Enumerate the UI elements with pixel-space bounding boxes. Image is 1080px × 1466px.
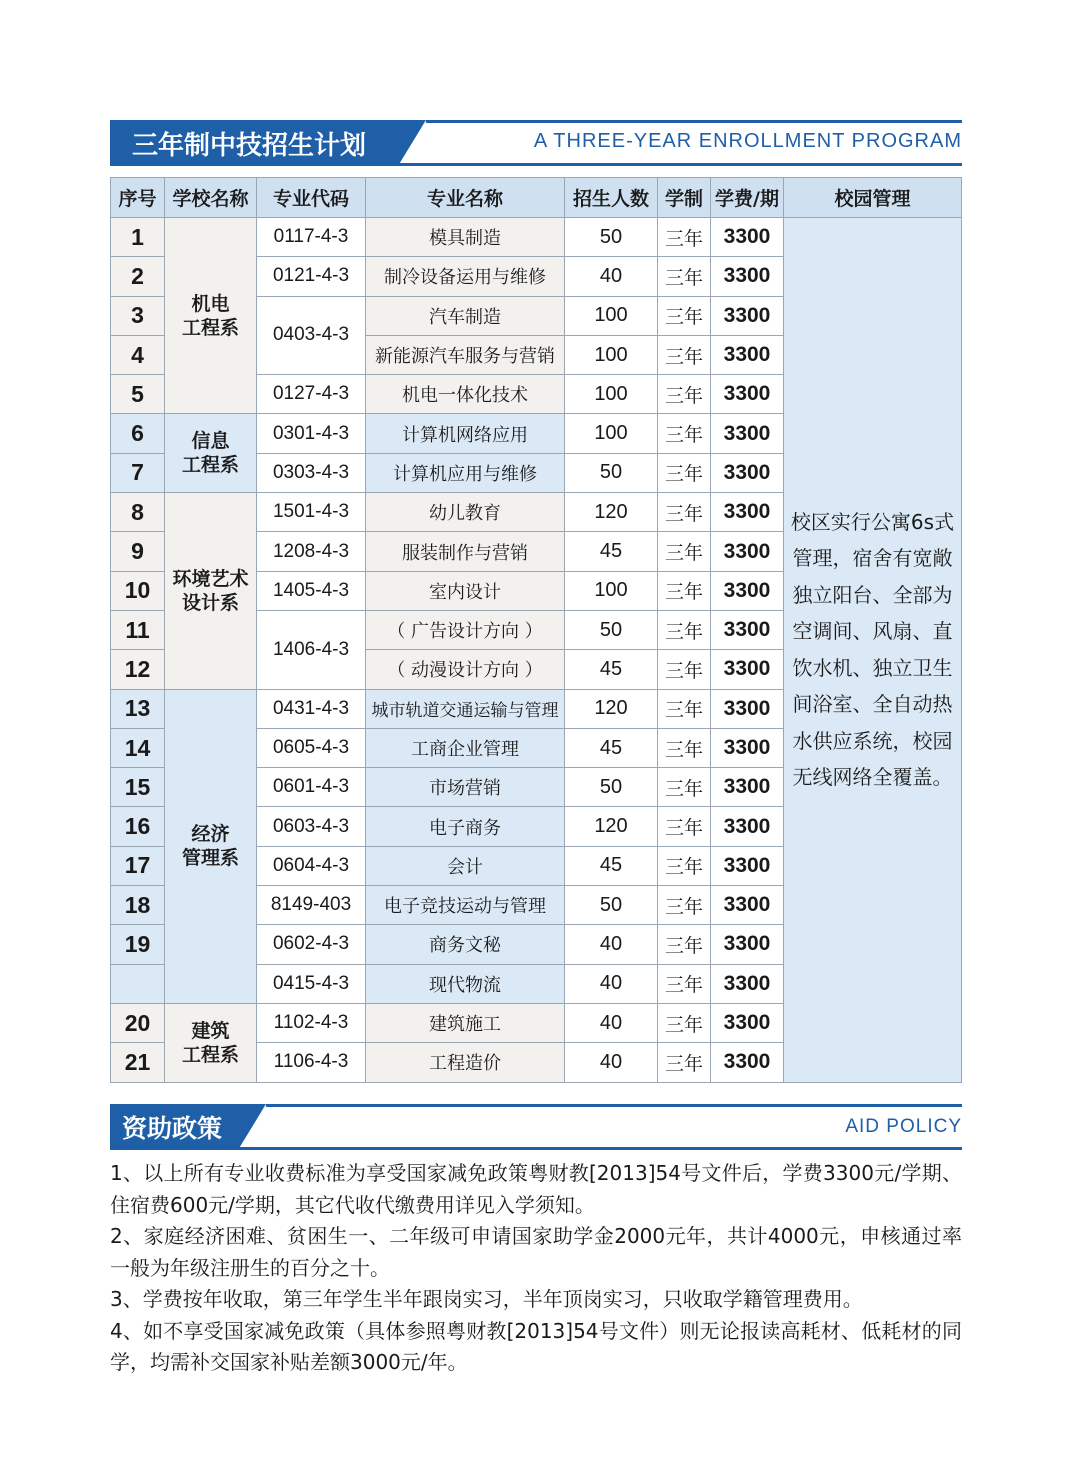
header-fee: 学费/期: [711, 178, 784, 218]
row-count: 50: [565, 610, 658, 649]
row-no: 5: [111, 375, 165, 414]
row-code: 0415-4-3: [257, 964, 366, 1003]
row-code: 1102-4-3: [257, 1003, 366, 1042]
row-major: 模具制造: [366, 218, 565, 257]
row-code: 1208-4-3: [257, 532, 366, 571]
header-campus: 校园管理: [784, 178, 962, 218]
dept-cell: [165, 689, 257, 1003]
row-count: 45: [565, 532, 658, 571]
row-fee: 3300: [711, 296, 784, 335]
row-fee: 3300: [711, 257, 784, 296]
row-fee: 3300: [711, 1003, 784, 1042]
enrollment-title-en: A THREE-YEAR ENROLLMENT PROGRAM: [533, 130, 962, 152]
row-no: 6: [111, 414, 165, 453]
row-system: 三年: [658, 571, 711, 610]
row-no: 18: [111, 886, 165, 925]
row-major: 新能源汽车服务与营销: [366, 335, 565, 374]
row-fee: 3300: [711, 1043, 784, 1082]
row-count: 100: [565, 414, 658, 453]
row-major: 现代物流: [366, 964, 565, 1003]
row-system: 三年: [658, 1003, 711, 1042]
dept-cell: [165, 218, 257, 414]
row-count: 40: [565, 257, 658, 296]
row-system: 三年: [658, 218, 711, 257]
row-count: 120: [565, 689, 658, 728]
header-school: 学校名称: [165, 178, 257, 218]
row-fee: 3300: [711, 886, 784, 925]
row-no: 20: [111, 1003, 165, 1042]
row-code: 0127-4-3: [257, 375, 366, 414]
row-no: 21: [111, 1043, 165, 1082]
row-major: （ 动漫设计方向 ）: [366, 650, 565, 689]
row-major: 电子竞技运动与管理: [366, 886, 565, 925]
policy-item: 4、如不享受国家减免政策（具体参照粤财教[2013]54号文件）则无论报读高耗材、低耗材的同学，均需补交国家补贴差额3000元/年。: [110, 1318, 962, 1374]
campus-management: 校区实行公寓6s式管理，宿舍有宽敞独立阳台、全部为空调间、风扇、直饮水机、独立卫生间浴室、全自动热水供应系统，校园无线网络全覆盖。: [784, 218, 962, 1083]
row-code: 0604-4-3: [257, 846, 366, 885]
row-major: 工商企业管理: [366, 728, 565, 767]
aid-policy-text: [110, 1158, 962, 1379]
row-code: 0431-4-3: [257, 689, 366, 728]
row-code: 0303-4-3: [257, 453, 366, 492]
dept-cell: [165, 1003, 257, 1082]
row-fee: 3300: [711, 807, 784, 846]
header-no: 序号: [111, 178, 165, 218]
row-code: 1406-4-3: [257, 610, 366, 689]
row-fee: 3300: [711, 414, 784, 453]
row-fee: 3300: [711, 689, 784, 728]
row-code: 0601-4-3: [257, 768, 366, 807]
dept-label: 建筑 工程系: [181, 1019, 239, 1066]
row-system: 三年: [658, 886, 711, 925]
enrollment-banner: [110, 120, 962, 166]
row-fee: 3300: [711, 493, 784, 532]
dept-label: 经济 管理系: [181, 823, 239, 870]
row-fee: 3300: [711, 925, 784, 964]
banner-top-line: [426, 120, 962, 123]
row-count: 50: [565, 886, 658, 925]
row-system: 三年: [658, 807, 711, 846]
policy-item: 2、家庭经济困难、贫困生一、二年级可申请国家助学金2000元年，共计4000元，申核通过率一般为年级注册生的百分之十。: [110, 1224, 962, 1280]
row-count: 40: [565, 925, 658, 964]
row-system: 三年: [658, 532, 711, 571]
row-major: 市场营销: [366, 768, 565, 807]
row-count: 100: [565, 296, 658, 335]
row-no: 16: [111, 807, 165, 846]
aid-title: 资助政策: [110, 1104, 238, 1150]
row-no: 12: [111, 650, 165, 689]
row-system: 三年: [658, 375, 711, 414]
row-code: 1405-4-3: [257, 571, 366, 610]
row-count: 40: [565, 964, 658, 1003]
row-system: 三年: [658, 768, 711, 807]
table-header-row: [111, 178, 962, 218]
row-count: 100: [565, 375, 658, 414]
row-system: 三年: [658, 964, 711, 1003]
enrollment-title: 三年制中技招生计划: [110, 120, 398, 166]
header-major: 专业名称: [366, 178, 565, 218]
row-code: 1106-4-3: [257, 1043, 366, 1082]
row-major: 计算机网络应用: [366, 414, 565, 453]
aid-banner: [110, 1104, 962, 1150]
row-no: 10: [111, 571, 165, 610]
dept-cell: [165, 414, 257, 493]
row-fee: 3300: [711, 768, 784, 807]
row-fee: 3300: [711, 453, 784, 492]
table-row: [111, 218, 962, 257]
row-major: 幼儿教育: [366, 493, 565, 532]
row-count: 50: [565, 768, 658, 807]
row-no: 14: [111, 728, 165, 767]
row-no: 19: [111, 925, 165, 964]
row-system: 三年: [658, 335, 711, 374]
row-fee: 3300: [711, 610, 784, 649]
row-no: 17: [111, 846, 165, 885]
row-count: 45: [565, 728, 658, 767]
policy-item: 1、以上所有专业收费标准为享受国家减免政策粤财教[2013]54号文件后，学费3300元/学期、住宿费600元/学期，其它代收代缴费用详见入学须知。: [110, 1161, 962, 1217]
row-no: 8: [111, 493, 165, 532]
row-major: 工程造价: [366, 1043, 565, 1082]
row-count: 120: [565, 493, 658, 532]
row-major: 汽车制造: [366, 296, 565, 335]
enrollment-table: [110, 177, 962, 1083]
dept-cell: [165, 493, 257, 689]
row-no: 15: [111, 768, 165, 807]
row-count: 100: [565, 571, 658, 610]
row-count: 45: [565, 846, 658, 885]
row-fee: 3300: [711, 375, 784, 414]
row-system: 三年: [658, 925, 711, 964]
row-no: 9: [111, 532, 165, 571]
row-count: 40: [565, 1003, 658, 1042]
row-major: 城市轨道交通运输与管理: [366, 689, 565, 728]
row-no: [111, 964, 165, 1003]
row-no: 1: [111, 218, 165, 257]
row-major: 机电一体化技术: [366, 375, 565, 414]
row-no: 13: [111, 689, 165, 728]
banner-top-line: [266, 1104, 962, 1107]
row-no: 4: [111, 335, 165, 374]
dept-label: 信息 工程系: [181, 430, 239, 477]
row-fee: 3300: [711, 218, 784, 257]
row-no: 3: [111, 296, 165, 335]
row-major: 电子商务: [366, 807, 565, 846]
row-major: 会计: [366, 846, 565, 885]
aid-title-en: AID POLICY: [845, 1116, 962, 1137]
banner-bottom-line: [110, 1147, 962, 1150]
row-count: 45: [565, 650, 658, 689]
row-major: 制冷设备运用与维修: [366, 257, 565, 296]
row-code: 0605-4-3: [257, 728, 366, 767]
row-major: 计算机应用与维修: [366, 453, 565, 492]
row-major: 服装制作与营销: [366, 532, 565, 571]
row-code: 0603-4-3: [257, 807, 366, 846]
row-system: 三年: [658, 689, 711, 728]
row-count: 50: [565, 453, 658, 492]
row-code: 0602-4-3: [257, 925, 366, 964]
row-fee: 3300: [711, 532, 784, 571]
header-system: 学制: [658, 178, 711, 218]
row-system: 三年: [658, 493, 711, 532]
row-no: 7: [111, 453, 165, 492]
row-code: 0117-4-3: [257, 218, 366, 257]
row-no: 2: [111, 257, 165, 296]
policy-item: 3、学费按年收取，第三年学生半年跟岗实习，半年顶岗实习，只收取学籍管理费用。: [110, 1287, 863, 1311]
row-code: 0121-4-3: [257, 257, 366, 296]
row-system: 三年: [658, 728, 711, 767]
row-system: 三年: [658, 1043, 711, 1082]
row-system: 三年: [658, 257, 711, 296]
row-system: 三年: [658, 846, 711, 885]
row-code: 8149-403: [257, 886, 366, 925]
row-fee: 3300: [711, 571, 784, 610]
row-system: 三年: [658, 414, 711, 453]
row-system: 三年: [658, 650, 711, 689]
row-system: 三年: [658, 453, 711, 492]
header-code: 专业代码: [257, 178, 366, 218]
row-code: 0301-4-3: [257, 414, 366, 453]
row-fee: 3300: [711, 964, 784, 1003]
banner-bottom-line: [110, 163, 962, 166]
row-count: 120: [565, 807, 658, 846]
row-fee: 3300: [711, 846, 784, 885]
row-major: 室内设计: [366, 571, 565, 610]
row-fee: 3300: [711, 335, 784, 374]
row-major: （ 广告设计方向 ）: [366, 610, 565, 649]
dept-label: 机电 工程系: [181, 292, 239, 339]
row-fee: 3300: [711, 650, 784, 689]
header-count: 招生人数: [565, 178, 658, 218]
row-major: 商务文秘: [366, 925, 565, 964]
row-major: 建筑施工: [366, 1003, 565, 1042]
row-count: 50: [565, 218, 658, 257]
row-system: 三年: [658, 296, 711, 335]
row-count: 40: [565, 1043, 658, 1082]
row-code: 1501-4-3: [257, 493, 366, 532]
row-fee: 3300: [711, 728, 784, 767]
row-system: 三年: [658, 610, 711, 649]
dept-label: 环境艺术 设计系: [172, 567, 249, 614]
row-no: 11: [111, 610, 165, 649]
row-code: 0403-4-3: [257, 296, 366, 375]
row-count: 100: [565, 335, 658, 374]
